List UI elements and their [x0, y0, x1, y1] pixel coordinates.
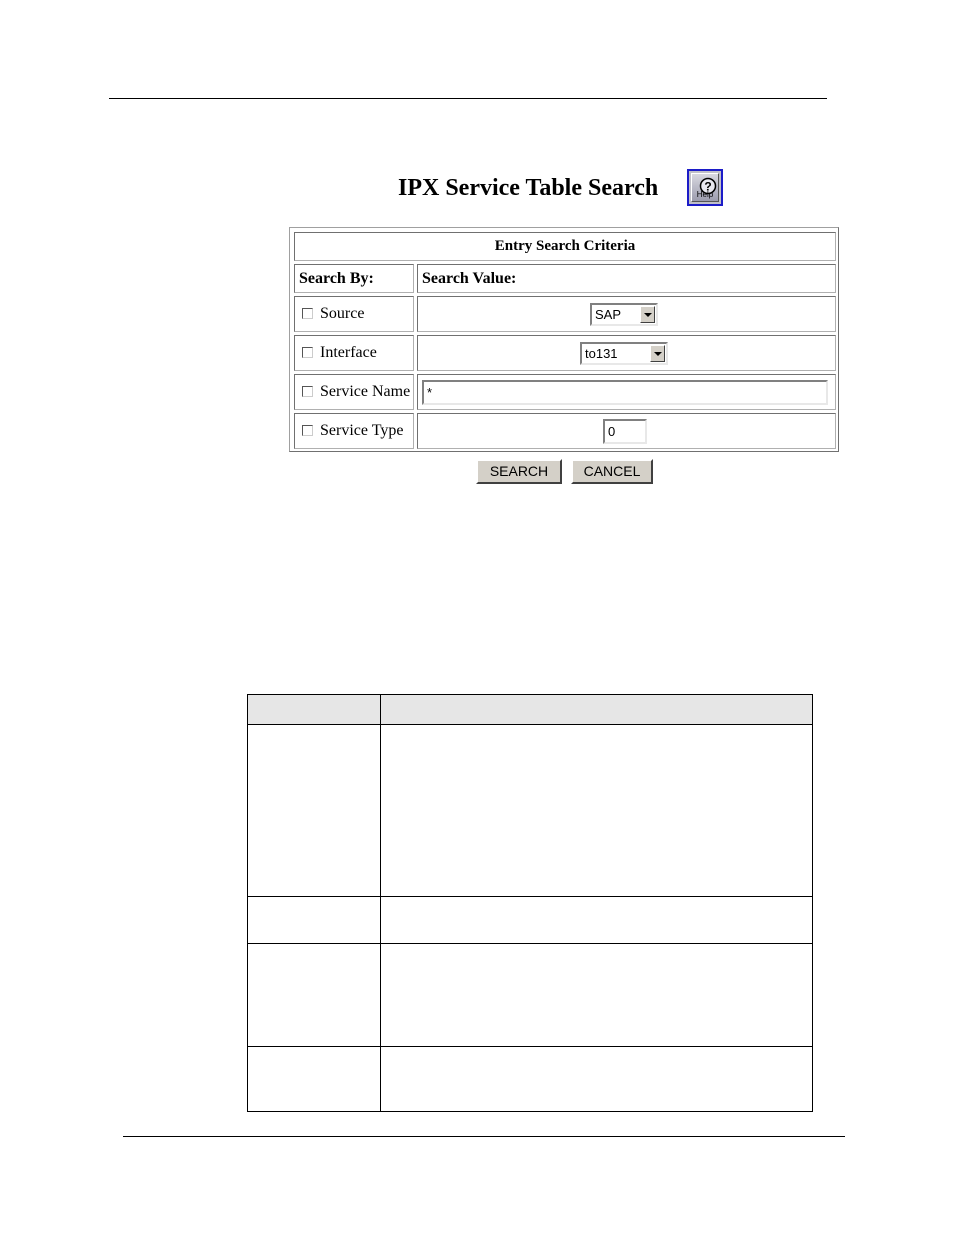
description-table	[247, 694, 813, 1112]
row-divider	[248, 1046, 812, 1047]
search-by-header-cell	[294, 264, 414, 293]
form-heading: Entry Search Criteria	[494, 238, 636, 254]
service-name-value-cell	[417, 374, 836, 410]
interface-select[interactable]	[580, 342, 668, 365]
description-table-header	[248, 695, 812, 725]
service-name-input[interactable]	[422, 380, 828, 405]
service-name-label: Service Name	[320, 383, 411, 400]
column-divider	[380, 695, 381, 1111]
source-checkbox[interactable]	[302, 308, 313, 319]
service-type-input-value: 0	[608, 424, 616, 439]
search-value-header: Search Value:	[422, 270, 517, 287]
service-type-label-cell	[294, 413, 414, 449]
help-button[interactable]	[687, 169, 723, 206]
row-divider	[248, 896, 812, 897]
page-title: IPX Service Table Search	[398, 175, 659, 201]
entry-search-form	[289, 227, 839, 452]
source-select-value: SAP	[595, 307, 622, 322]
help-question-icon	[691, 173, 719, 202]
row-divider	[248, 943, 812, 944]
search-button[interactable]: SEARCH	[476, 459, 562, 484]
help-label: Help	[696, 190, 714, 199]
footer-rule	[123, 1136, 845, 1137]
source-value-cell	[417, 296, 836, 332]
interface-select-value: to131	[585, 346, 618, 361]
chevron-down-icon[interactable]	[650, 345, 665, 362]
service-type-label: Service Type	[320, 422, 404, 439]
interface-label: Interface	[320, 344, 377, 361]
interface-value-cell	[417, 335, 836, 371]
service-name-label-cell	[294, 374, 414, 410]
cancel-button[interactable]: CANCEL	[571, 459, 653, 484]
service-type-input[interactable]	[603, 419, 647, 444]
interface-label-cell	[294, 335, 414, 371]
source-label-cell	[294, 296, 414, 332]
interface-checkbox[interactable]	[302, 347, 313, 358]
header-rule	[109, 98, 827, 99]
svg-text:?: ?	[704, 179, 712, 194]
service-type-value-cell	[417, 413, 836, 449]
source-label: Source	[320, 305, 365, 322]
service-name-checkbox[interactable]	[302, 386, 313, 397]
form-heading-cell	[294, 232, 836, 261]
source-select[interactable]	[590, 303, 658, 326]
chevron-down-icon[interactable]	[640, 306, 655, 323]
search-by-header: Search By:	[299, 270, 374, 287]
service-name-input-value: *	[427, 385, 433, 400]
service-type-checkbox[interactable]	[302, 425, 313, 436]
search-value-header-cell	[417, 264, 836, 293]
